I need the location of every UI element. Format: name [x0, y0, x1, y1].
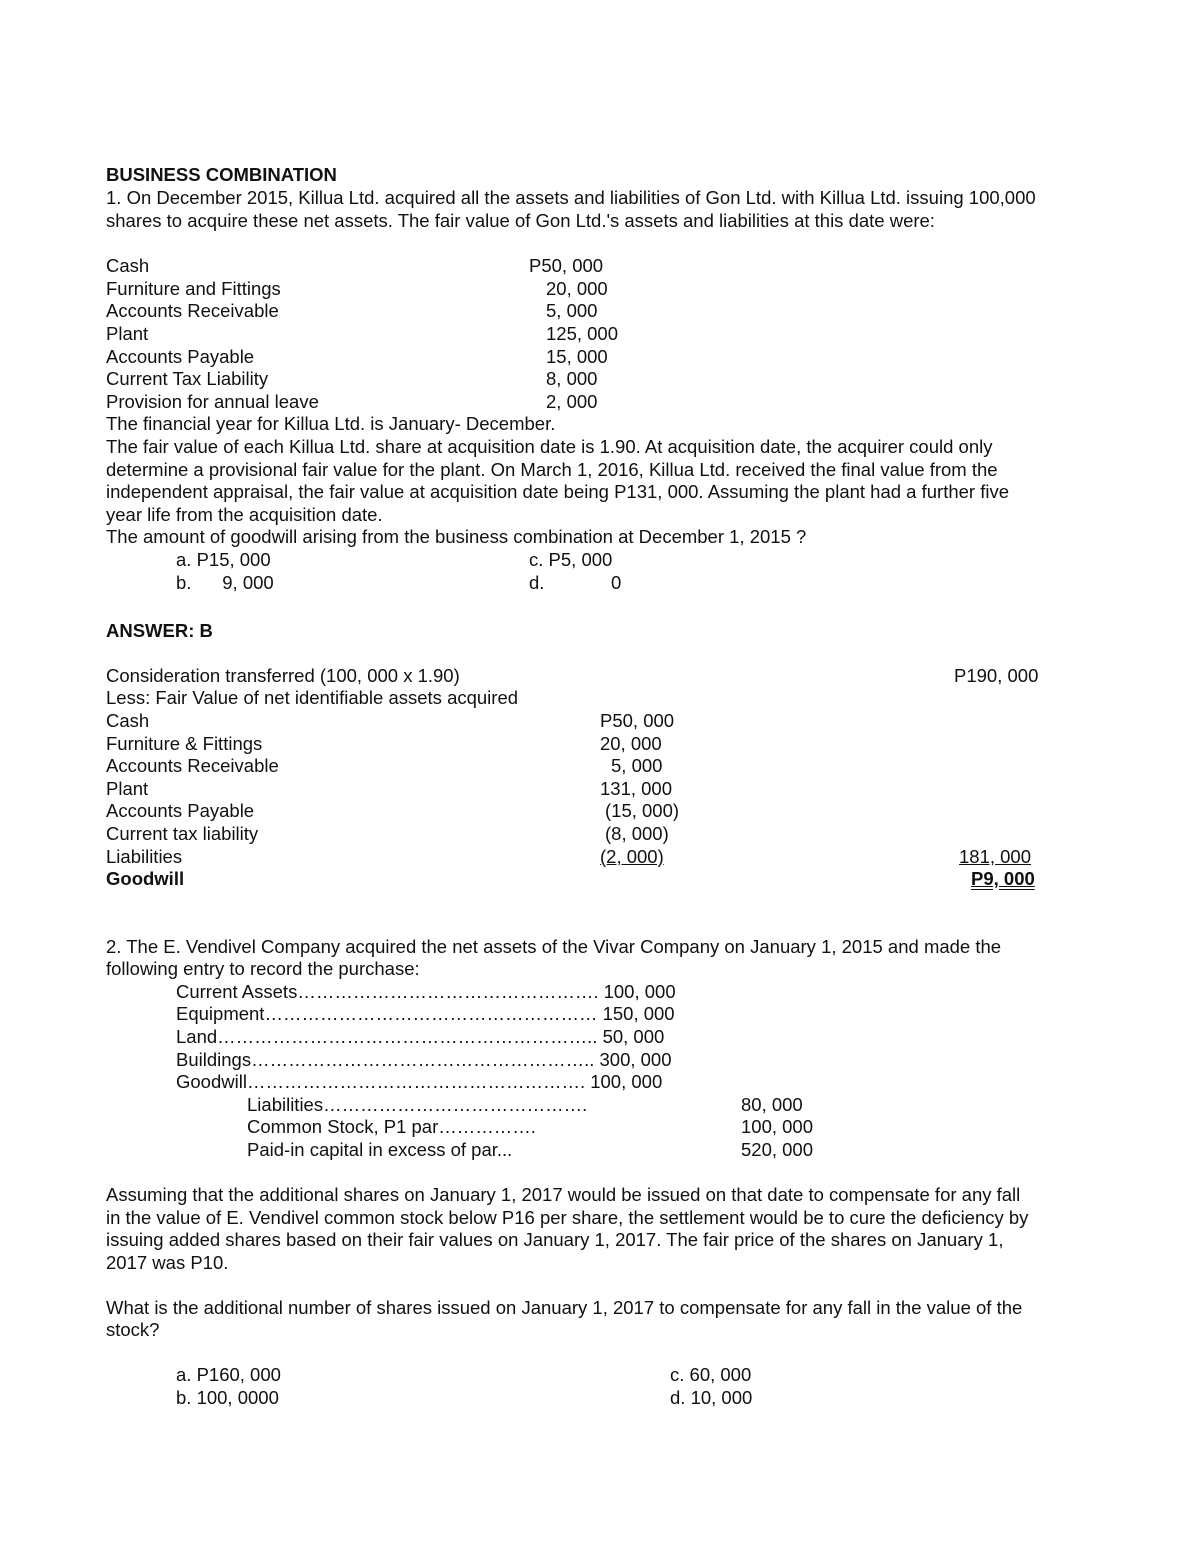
- q1-option-d-value: 0: [611, 572, 622, 593]
- document-title: BUSINESS COMBINATION: [106, 164, 337, 185]
- answer-row-label: Plant: [106, 778, 149, 799]
- journal-entry-debit: Current Assets…………………………………………. 100, 000: [176, 981, 676, 1002]
- q2-para-line: in the value of E. Vendivel common stock below P16 per share, the settlement would be to cure the deficiency by: [106, 1207, 1029, 1228]
- answer-row-label: Cash: [106, 710, 150, 731]
- journal-entry-debit: Land…………………………………………………….. 50, 000: [176, 1026, 665, 1047]
- q1-option-a: a. P15, 000: [176, 549, 271, 570]
- q1-option-d-letter: d.: [529, 572, 545, 593]
- q1-item-label: Accounts Receivable: [106, 300, 279, 321]
- q1-question-line: The amount of goodwill arising from the business combination at December 1, 2015 ?: [106, 526, 807, 547]
- q2-option-b: b. 100, 0000: [176, 1387, 279, 1408]
- journal-entry-debit: Equipment……………………………………………… 150, 000: [176, 1003, 675, 1024]
- q1-text-line: shares to acquire these net assets. The fair value of Gon Ltd.'s assets and liabilities at this date were:: [106, 210, 935, 231]
- q1-item-value: 2, 000: [546, 391, 598, 412]
- answer-row-label: Current tax liability: [106, 823, 259, 844]
- q2-text-line: 2. The E. Vendivel Company acquired the net assets of the Vivar Company on January 1, 2015 and made the: [106, 936, 1002, 957]
- q2-option-a: a. P160, 000: [176, 1364, 281, 1385]
- q2-para-line: issuing added shares based on their fair values on January 1, 2017. The fair price of the shares on January 1,: [106, 1229, 1004, 1250]
- answer-row-value: (15, 000): [605, 800, 680, 821]
- answer-row-value: 5, 000: [611, 755, 663, 776]
- consideration-label: Consideration transferred (100, 000 x 1.90): [106, 665, 460, 686]
- answer-row-value: P50, 000: [600, 710, 675, 731]
- journal-entry-credit-value: 80, 000: [741, 1094, 803, 1115]
- goodwill-label: Goodwill: [106, 868, 185, 889]
- journal-entry-credit-label: Liabilities…………………………………….: [247, 1094, 588, 1115]
- q1-item-label: Current Tax Liability: [106, 368, 269, 389]
- journal-entry-debit: Goodwill………………………………………………. 100, 000: [176, 1071, 663, 1092]
- answer-row-label: Liabilities: [106, 846, 183, 867]
- q1-item-value: 125, 000: [546, 323, 619, 344]
- q2-option-d: d. 10, 000: [670, 1387, 753, 1408]
- q2-para-line: 2017 was P10.: [106, 1252, 229, 1273]
- q1-item-value: 20, 000: [546, 278, 608, 299]
- q2-option-c: c. 60, 000: [670, 1364, 752, 1385]
- answer-row-label: Furniture & Fittings: [106, 733, 263, 754]
- goodwill-value: P9, 000: [971, 868, 1035, 889]
- q1-item-value: 8, 000: [546, 368, 598, 389]
- answer-row-value: 131, 000: [600, 778, 673, 799]
- q1-item-label: Accounts Payable: [106, 346, 255, 367]
- q1-item-label: Cash: [106, 255, 150, 276]
- q1-para-line: independent appraisal, the fair value at acquisition date being P131, 000. Assuming the plant had a further five: [106, 481, 1010, 502]
- net-assets-total: 181, 000: [959, 846, 1032, 867]
- q2-question-line: What is the additional number of shares issued on January 1, 2017 to compensate for any fall in the value of the: [106, 1297, 1023, 1318]
- q1-item-value: P50, 000: [529, 255, 604, 276]
- answer-row-value: (8, 000): [605, 823, 669, 844]
- journal-entry-debit: Buildings……………………………………………….. 300, 000: [176, 1049, 672, 1070]
- q1-option-b: b. 9, 000: [176, 572, 274, 593]
- consideration-value: P190, 000: [954, 665, 1039, 686]
- q1-item-label: Furniture and Fittings: [106, 278, 281, 299]
- answer-row-value: 20, 000: [600, 733, 662, 754]
- journal-entry-credit-value: 520, 000: [741, 1139, 814, 1160]
- journal-entry-credit-label: Common Stock, P1 par…………….: [247, 1116, 536, 1137]
- q1-item-value: 15, 000: [546, 346, 608, 367]
- q1-para-line: year life from the acquisition date.: [106, 504, 383, 525]
- journal-entry-credit-label: Paid-in capital in excess of par...: [247, 1139, 513, 1160]
- answer-row-value: (2, 000): [600, 846, 664, 867]
- q2-para-line: Assuming that the additional shares on January 1, 2017 would be issued on that date to compensate for any fall: [106, 1184, 1021, 1205]
- q1-item-label: Plant: [106, 323, 149, 344]
- q1-item-value: 5, 000: [546, 300, 598, 321]
- q2-question-line: stock?: [106, 1319, 160, 1340]
- less-label: Less: Fair Value of net identifiable assets acquired: [106, 687, 519, 708]
- answer-row-label: Accounts Payable: [106, 800, 255, 821]
- q1-text-line: 1. On December 2015, Killua Ltd. acquired all the assets and liabilities of Gon Ltd. with Killua Ltd. issuing 100,000: [106, 187, 1036, 208]
- q1-para-line: The fair value of each Killua Ltd. share at acquisition date is 1.90. At acquisition date, the acquirer could only: [106, 436, 993, 457]
- answer-row-label: Accounts Receivable: [106, 755, 279, 776]
- q2-text-line: following entry to record the purchase:: [106, 958, 420, 979]
- q1-option-c: c. P5, 000: [529, 549, 613, 570]
- q1-para-line: The financial year for Killua Ltd. is January- December.: [106, 413, 556, 434]
- answer-heading: ANSWER: B: [106, 620, 213, 641]
- journal-entry-credit-value: 100, 000: [741, 1116, 814, 1137]
- q1-item-label: Provision for annual leave: [106, 391, 319, 412]
- q1-para-line: determine a provisional fair value for the plant. On March 1, 2016, Killua Ltd. received the final value from the: [106, 459, 998, 480]
